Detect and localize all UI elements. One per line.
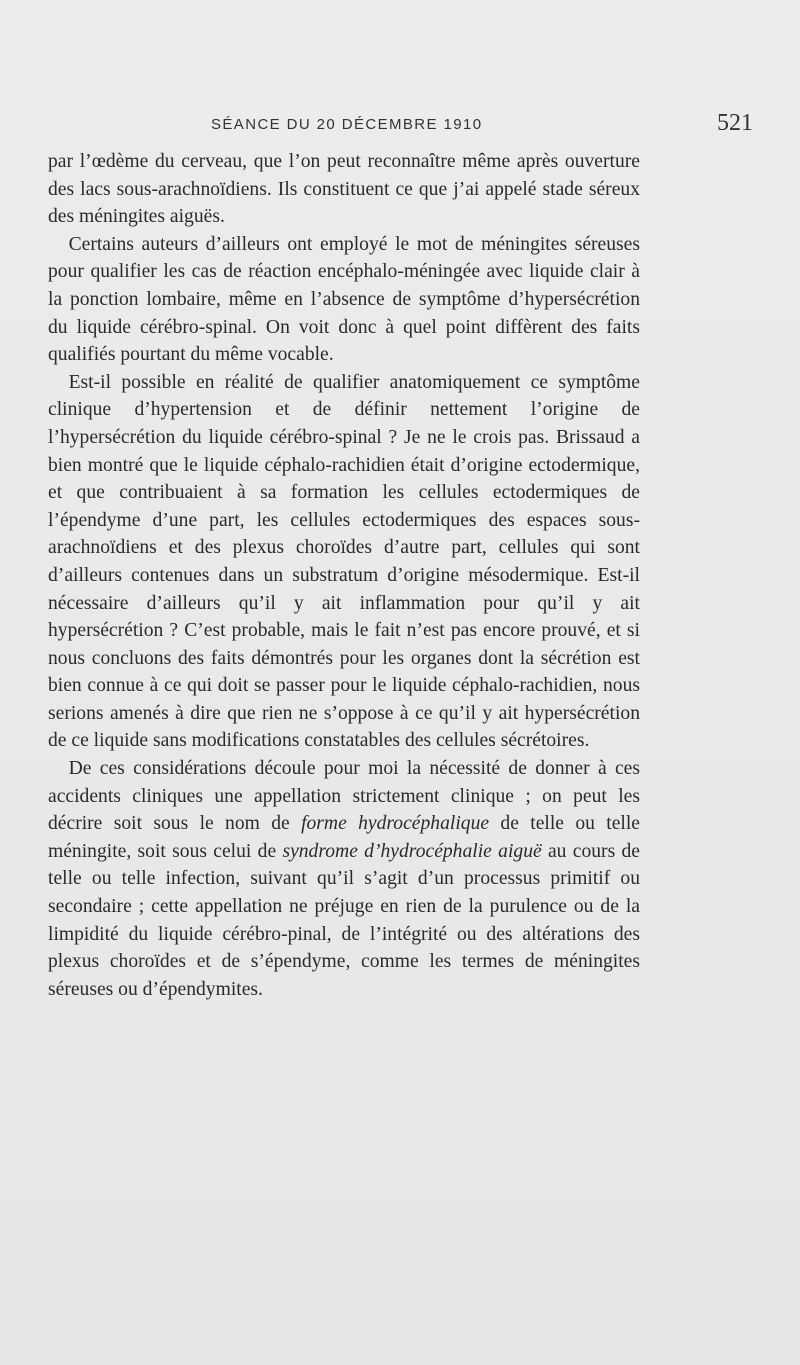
paragraph-3: Est-il possible en réalité de qualifier anatomiquement ce symptôme clinique d’hypertension et de définir nettement l’origine de l’hypersécrétion du liquide cérébro-spinal ? Je ne le crois pas. Brissaud a bien montré que le liquide céphalo-rachidien était d’origine ectodermique, et que contribuaient à sa formation les cellules ectodermiques de l’épendyme d’une part, les cellules ectodermiques des espaces sous-arachnoïdiens et des plexus choroïdes d’autre part, cellules qui sont d’ailleurs contenues dans un substratum d’origine mésodermique. Est-il nécessaire d’ailleurs qu’il y ait inflammation pour qu’il y ait hypersécrétion ? C’est probable, mais le fait n’est pas encore prouvé, et si nous concluons des faits démontrés pour les organes dont la sécrétion est bien connue à ce qui doit se passer pour le liquide céphalo-rachidien, nous serions amenés à dire que rien ne s’oppose à ce qu’il y ait hypersécrétion de ce liquide sans modifications constatables des cellules sécrétoires. (48, 371, 640, 752)
running-head: SÉANCE DU 20 DÉCEMBRE 1910 (211, 116, 483, 133)
paragraph-4-part-2: de telle ou telle méningite, soit sous celui de (48, 813, 640, 862)
paragraph-2: Certains auteurs d’ailleurs ont employé le mot de méningites séreuses pour qualifier les cas de réaction encéphalo-méningée avec liquide clair à la ponction lombaire, même en l’absence de symptôme d’hypersécrétion du liquide cérébro-spinal. On voit donc à quel point diffèrent des faits qualifiés pourtant du même vocable. (48, 233, 640, 366)
paragraph-4 (48, 755, 640, 1003)
paragraph-4-italic-syndrome: syndrome d’hydrocéphalie aiguë (282, 840, 542, 862)
page-header (48, 110, 753, 140)
paragraph-4-part-3: au cours de telle ou telle infection, suivant qu’il s’agit d’un processus primitif ou secondaire ; cette appellation ne préjuge en rien de la purulence ou de la limpidité du liquide cérébro-pinal, de l’intégrité ou des altérations des plexus choroïdes et de s’épendyme, comme les termes de méningites séreuses ou d’épendymites. (48, 840, 640, 1000)
paragraph-1: par l’œdème du cerveau, que l’on peut reconnaître même après ouverture des lacs sous-arachnoïdiens. Ils constituent ce que j’ai appelé stade séreux des méningites aiguës. (48, 151, 640, 228)
paragraph-4-italic-forme: forme hydrocéphalique (301, 813, 490, 835)
body-text (48, 148, 640, 1003)
paragraph-4-part-1: De ces considérations découle pour moi la nécessité de donner à ces accidents cliniques une appellation strictement clinique ; on peut les décrire soit sous le nom de (48, 758, 640, 835)
page-number: 521 (717, 110, 753, 136)
